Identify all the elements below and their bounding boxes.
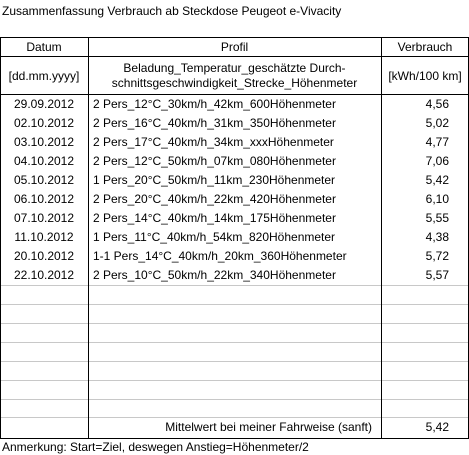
subheader-divider xyxy=(0,94,469,95)
row-value: 5,02 xyxy=(425,116,449,130)
row-date: 29.09.2012 xyxy=(13,97,75,111)
row-date: 22.10.2012 xyxy=(13,268,75,282)
row-value: 5,57 xyxy=(425,268,449,282)
row-profile: 2 Pers_14°C_40km/h_14km_175Höhenmeter xyxy=(93,211,336,225)
row-date: 11.10.2012 xyxy=(14,230,74,244)
table-row xyxy=(0,247,469,266)
row-value: 5,55 xyxy=(425,211,449,225)
table-row xyxy=(0,95,469,114)
header-consumption: Verbrauch xyxy=(397,40,453,54)
row-gridline xyxy=(0,417,469,418)
row-value: 5,72 xyxy=(425,249,449,263)
row-value: 4,56 xyxy=(425,97,449,111)
row-profile: 2 Pers_17°C_40km/h_34km_xxxHöhenmeter xyxy=(93,135,334,149)
document-title: Zusammenfassung Verbrauch ab Steckdose Peugeot e-Vivacity xyxy=(2,4,342,18)
table-top-border xyxy=(0,37,469,38)
row-value: 5,42 xyxy=(425,173,449,187)
row-profile: 2 Pers_20°C_40km/h_22km_420Höhenmeter xyxy=(93,192,336,206)
table-header-row xyxy=(0,38,469,56)
column-divider-2 xyxy=(381,37,382,439)
column-divider-1 xyxy=(88,37,89,439)
subheader-unit: [kWh/100 km] xyxy=(388,68,462,83)
table-subheader-row xyxy=(0,57,469,94)
row-value: 6,10 xyxy=(425,192,449,206)
summary-label: Mittelwert bei meiner Fahrweise (sanft) xyxy=(165,420,372,434)
row-profile: 1 Pers_20°C_50km/h_11km_230Höhenmeter xyxy=(93,173,336,187)
row-gridline xyxy=(0,399,469,400)
row-profile: 2 Pers_10°C_50km/h_22km_340Höhenmeter xyxy=(93,268,336,282)
row-date: 05.10.2012 xyxy=(13,173,75,187)
row-date: 07.10.2012 xyxy=(13,211,75,225)
row-gridline xyxy=(0,342,469,343)
row-value: 4,77 xyxy=(425,135,449,149)
row-value: 7,06 xyxy=(425,154,449,168)
subheader-date-format: [dd.mm.yyyy] xyxy=(8,68,80,83)
row-date: 02.10.2012 xyxy=(13,116,75,130)
row-date: 06.10.2012 xyxy=(13,192,75,206)
header-divider xyxy=(0,56,469,57)
table-row xyxy=(0,190,469,209)
table-row xyxy=(0,114,469,133)
row-gridline xyxy=(0,380,469,381)
row-date: 20.10.2012 xyxy=(13,249,75,263)
row-profile: 1-1 Pers_14°C_40km/h_20km_360Höhenmeter xyxy=(93,249,347,263)
table-row xyxy=(0,228,469,247)
row-date: 03.10.2012 xyxy=(13,135,75,149)
row-profile: 2 Pers_12°C_30km/h_42km_600Höhenmeter xyxy=(93,97,336,111)
table-summary-row xyxy=(0,418,469,437)
row-profile: 1 Pers_11°C_40km/h_54km_820Höhenmeter xyxy=(93,230,336,244)
row-gridline xyxy=(0,304,469,305)
subheader-profile xyxy=(88,57,381,94)
table-row xyxy=(0,266,469,285)
consumption-table xyxy=(0,37,469,439)
table-row xyxy=(0,171,469,190)
row-profile: 2 Pers_12°C_50km/h_07km_080Höhenmeter xyxy=(93,154,336,168)
row-gridline xyxy=(0,361,469,362)
row-date: 04.10.2012 xyxy=(13,154,75,168)
row-gridline xyxy=(0,323,469,324)
row-value: 4,38 xyxy=(425,230,449,244)
table-left-border xyxy=(0,37,1,439)
table-row xyxy=(0,209,469,228)
table-row xyxy=(0,133,469,152)
table-bottom-border xyxy=(0,438,469,439)
header-profile: Profil xyxy=(220,40,249,54)
footnote: Anmerkung: Start=Ziel, deswegen Anstieg=Höhenmeter/2 xyxy=(2,440,309,454)
row-gridline xyxy=(0,285,469,286)
subheader-profile-line1: Beladung_Temperatur_geschätzte Durch- xyxy=(123,60,346,75)
summary-value: 5,42 xyxy=(425,420,449,434)
header-date: Datum xyxy=(26,40,62,54)
row-profile: 2 Pers_16°C_40km/h_31km_350Höhenmeter xyxy=(93,116,336,130)
subheader-profile-line2: schnittsgeschwindigkeit_Strecke_Höhenmeter xyxy=(111,75,358,90)
table-row xyxy=(0,152,469,171)
